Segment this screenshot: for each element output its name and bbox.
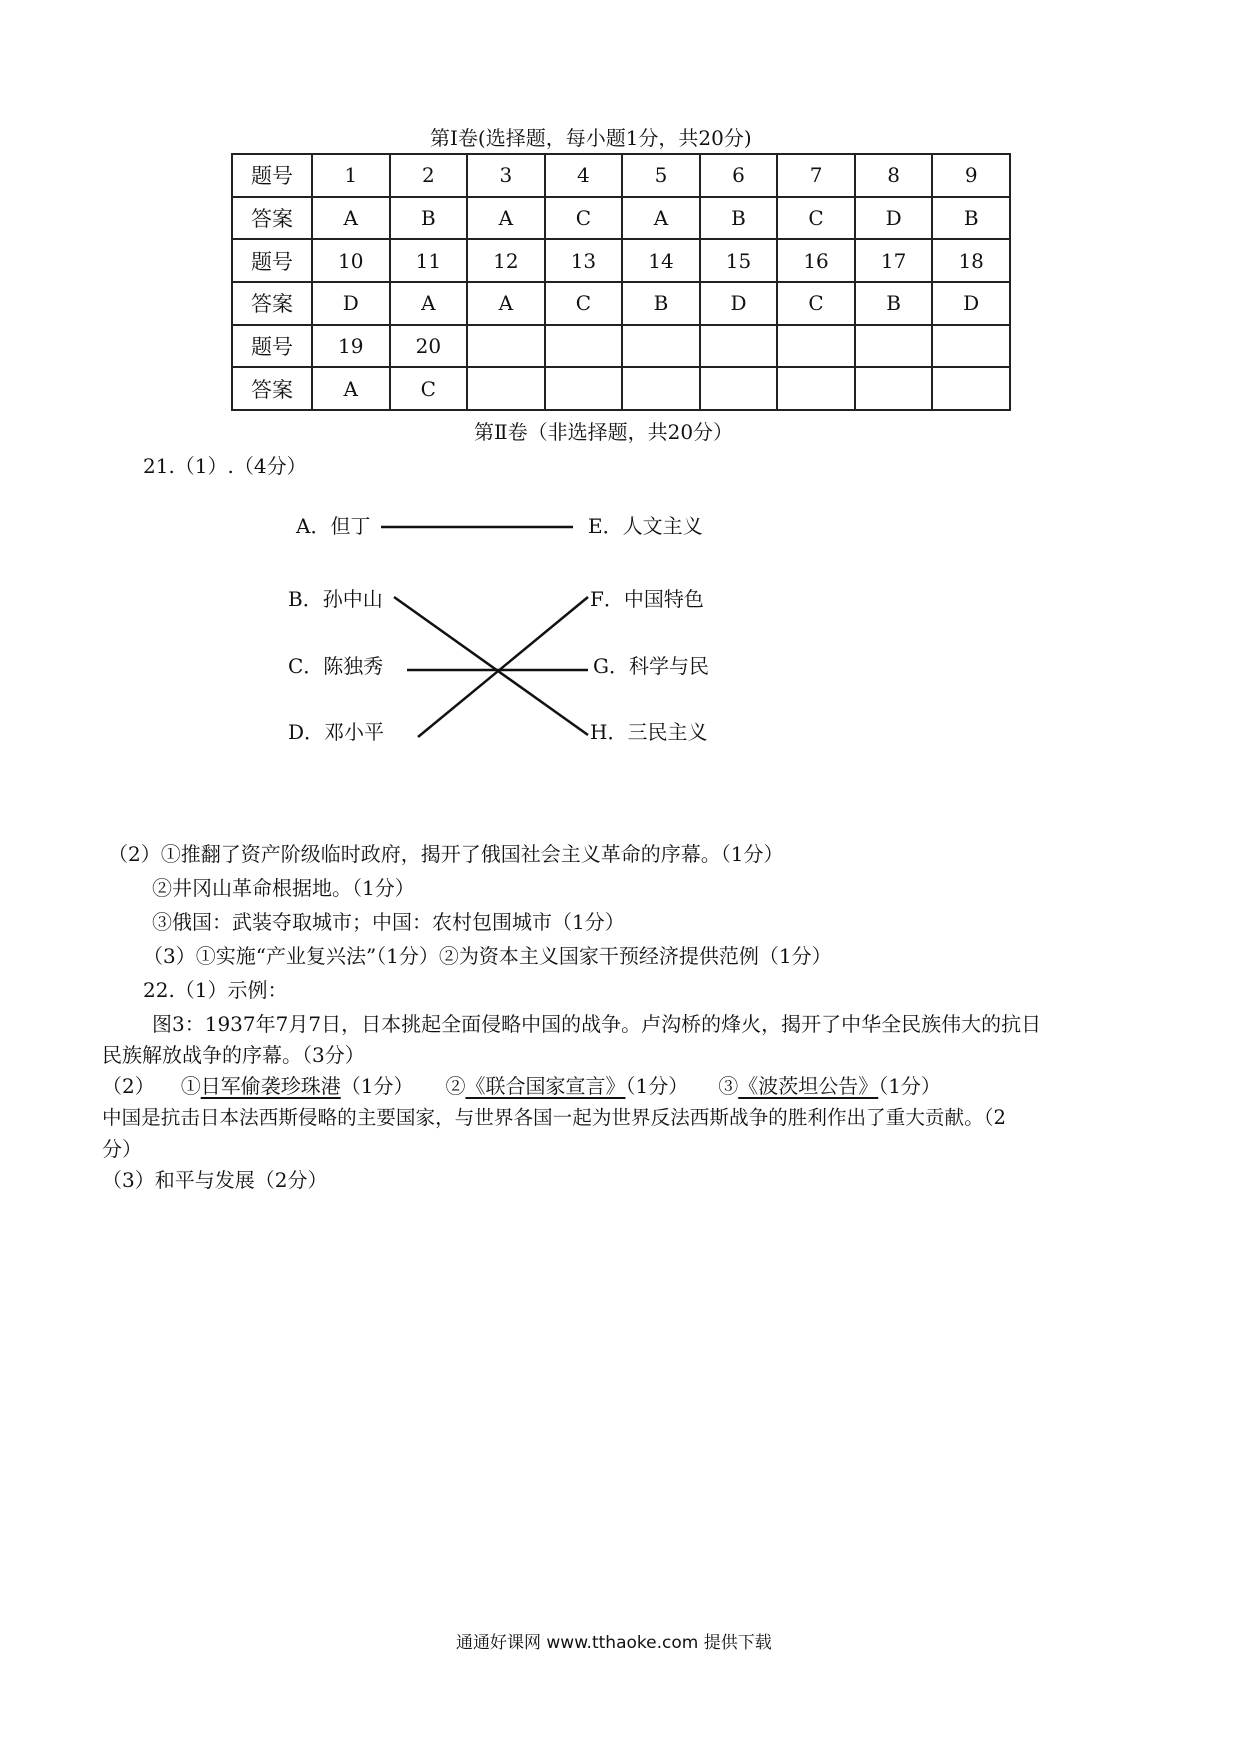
table-cell: 5 <box>622 154 700 197</box>
table-cell: C <box>777 197 855 240</box>
q22-part1-line2: 民族解放战争的序幕。（3分） <box>102 1043 365 1067</box>
q22-answer-1: 日军偷袭珍珠港 <box>200 1074 341 1098</box>
q22-part2-answers <box>102 1072 941 1100</box>
table-cell: 16 <box>777 239 855 282</box>
table-cell: C <box>545 197 623 240</box>
table-cell: 6 <box>700 154 778 197</box>
table-cell: 19 <box>312 325 390 368</box>
table-cell: B <box>855 282 933 325</box>
table-cell: D <box>932 282 1010 325</box>
match-right-g: G．科学与民 <box>593 654 709 678</box>
row-label: 答案 <box>232 367 312 410</box>
table-cell: 2 <box>390 154 468 197</box>
part1-title: 第Ⅰ卷(选择题，每小题1分，共20分) <box>430 126 752 150</box>
table-cell: C <box>777 282 855 325</box>
q22-heading: 22.（1）示例： <box>143 978 288 1002</box>
table-cell: 8 <box>855 154 933 197</box>
table-cell: 10 <box>312 239 390 282</box>
table-cell: D <box>700 282 778 325</box>
q22-part2-label: （2） <box>102 1074 155 1098</box>
q22-answer-2-score: （1分） <box>625 1074 689 1098</box>
q21-part2-line2: ②井冈山革命根据地。（1分） <box>152 876 415 900</box>
table-cell: D <box>855 197 933 240</box>
q22-answer-1-number: ① <box>180 1074 201 1098</box>
match-right-f: F．中国特色 <box>590 587 704 611</box>
q21-part3: （3）①实施“产业复兴法”（1分）②为资本主义国家干预经济提供范例（1分） <box>143 944 832 968</box>
table-cell: C <box>545 282 623 325</box>
table-cell: 7 <box>777 154 855 197</box>
table-cell: 11 <box>390 239 468 282</box>
table-cell: 17 <box>855 239 933 282</box>
table-cell: 14 <box>622 239 700 282</box>
table-cell: 9 <box>932 154 1010 197</box>
row-label: 题号 <box>232 325 312 368</box>
table-cell: 18 <box>932 239 1010 282</box>
q22-answer-2: 《联合国家宣言》 <box>465 1074 626 1098</box>
table-cell: D <box>312 282 390 325</box>
q22-part2-line2: 中国是抗击日本法西斯侵略的主要国家，与世界各国一起为世界反法西斯战争的胜利作出了重大贡献。（2 <box>102 1106 1006 1129</box>
table-cell: 3 <box>467 154 545 197</box>
footer-source: 通通好课网 www.tthaoke.com 提供下载 <box>456 1633 772 1653</box>
table-cell: 15 <box>700 239 778 282</box>
table-cell: 1 <box>312 154 390 197</box>
table-cell: A <box>467 197 545 240</box>
table-cell: B <box>700 197 778 240</box>
row-label: 答案 <box>232 197 312 240</box>
row-label: 答案 <box>232 282 312 325</box>
q21-heading: 21.（1）.（4分） <box>143 454 307 478</box>
q21-part2-line1: （2）①推翻了资产阶级临时政府，揭开了俄国社会主义革命的序幕。（1分） <box>108 842 784 866</box>
match-left-d: D．邓小平 <box>288 720 385 744</box>
q21-part2-line3: ③俄国：武装夺取城市；中国：农村包围城市（1分） <box>152 910 625 934</box>
table-cell: B <box>390 197 468 240</box>
table-cell: A <box>622 197 700 240</box>
table-cell: 13 <box>545 239 623 282</box>
q22-part3: （3）和平与发展（2分） <box>102 1168 328 1192</box>
match-right-e: E．人文主义 <box>588 514 703 538</box>
q22-answer-3: 《波茨坦公告》 <box>738 1074 879 1098</box>
line-b-h <box>394 597 588 735</box>
part2-title: 第Ⅱ卷（非选择题，共20分） <box>474 420 734 444</box>
q22-answer-3-number: ③ <box>718 1074 739 1098</box>
table-cell: A <box>467 282 545 325</box>
match-left-b: B．孙中山 <box>288 587 383 611</box>
table-cell: 20 <box>390 325 468 368</box>
table-cell: A <box>390 282 468 325</box>
row-label: 题号 <box>232 154 312 197</box>
q22-part1-line1: 图3：1937年7月7日，日本挑起全面侵略中国的战争。卢沟桥的烽火，揭开了中华全民族伟大的抗日 <box>152 1012 1042 1036</box>
match-left-a: A．但丁 <box>296 514 371 538</box>
table-cell: 12 <box>467 239 545 282</box>
table-cell: A <box>312 197 390 240</box>
table-cell: B <box>932 197 1010 240</box>
match-right-h: H．三民主义 <box>590 720 708 744</box>
table-cell: B <box>622 282 700 325</box>
q22-answer-1-score: （1分） <box>340 1074 414 1098</box>
q22-part2-line3: 分） <box>102 1137 142 1161</box>
table-cell: C <box>390 367 468 410</box>
q22-answer-2-number: ② <box>445 1074 466 1098</box>
row-label: 题号 <box>232 239 312 282</box>
match-left-c: C．陈独秀 <box>288 654 384 678</box>
table-cell: A <box>312 367 390 410</box>
q22-answer-3-score: （1分） <box>878 1074 941 1098</box>
table-cell: 4 <box>545 154 623 197</box>
